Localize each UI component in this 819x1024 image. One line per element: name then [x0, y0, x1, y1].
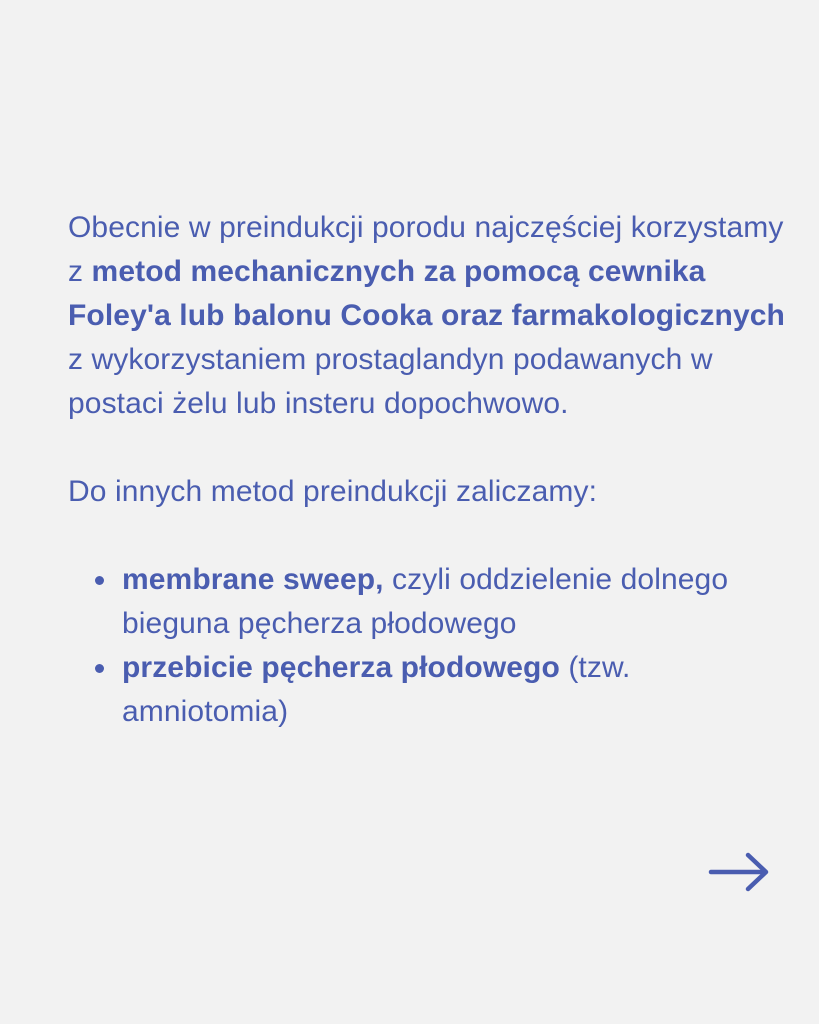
paragraph-spacer — [68, 426, 788, 470]
intro-bold-methods: metod mechanicznych za pomocą cewnika Foley'a lub balonu Cooka oraz farmakologicznych — [68, 255, 785, 332]
other-methods-heading: Do innych metod preindukcji zaliczamy: — [68, 475, 598, 508]
list-item-bold: przebicie pęcherza płodowego — [122, 651, 560, 684]
list-item-text: czyli oddzielenie dolnego bieguna pęcherza płodowego — [122, 563, 729, 640]
methods-list — [68, 558, 788, 734]
bullet-icon — [95, 576, 104, 585]
intro-text-1: Obecnie w preindukcji porodu najczęściej korzystamy z — [68, 211, 784, 288]
list-item-text: (tzw. amniotomia) — [122, 651, 631, 728]
intro-paragraph — [68, 206, 788, 426]
bullet-icon — [95, 664, 104, 673]
slide-content — [68, 206, 788, 734]
intro-text-2: z wykorzystaniem prostaglandyn podawanych w postaci żelu lub insteru dopochwowo. — [68, 343, 713, 420]
list-item — [122, 646, 788, 734]
list-item-bold: membrane sweep, — [122, 563, 384, 596]
arrow-right-icon[interactable] — [708, 850, 772, 894]
list-item — [122, 558, 788, 646]
